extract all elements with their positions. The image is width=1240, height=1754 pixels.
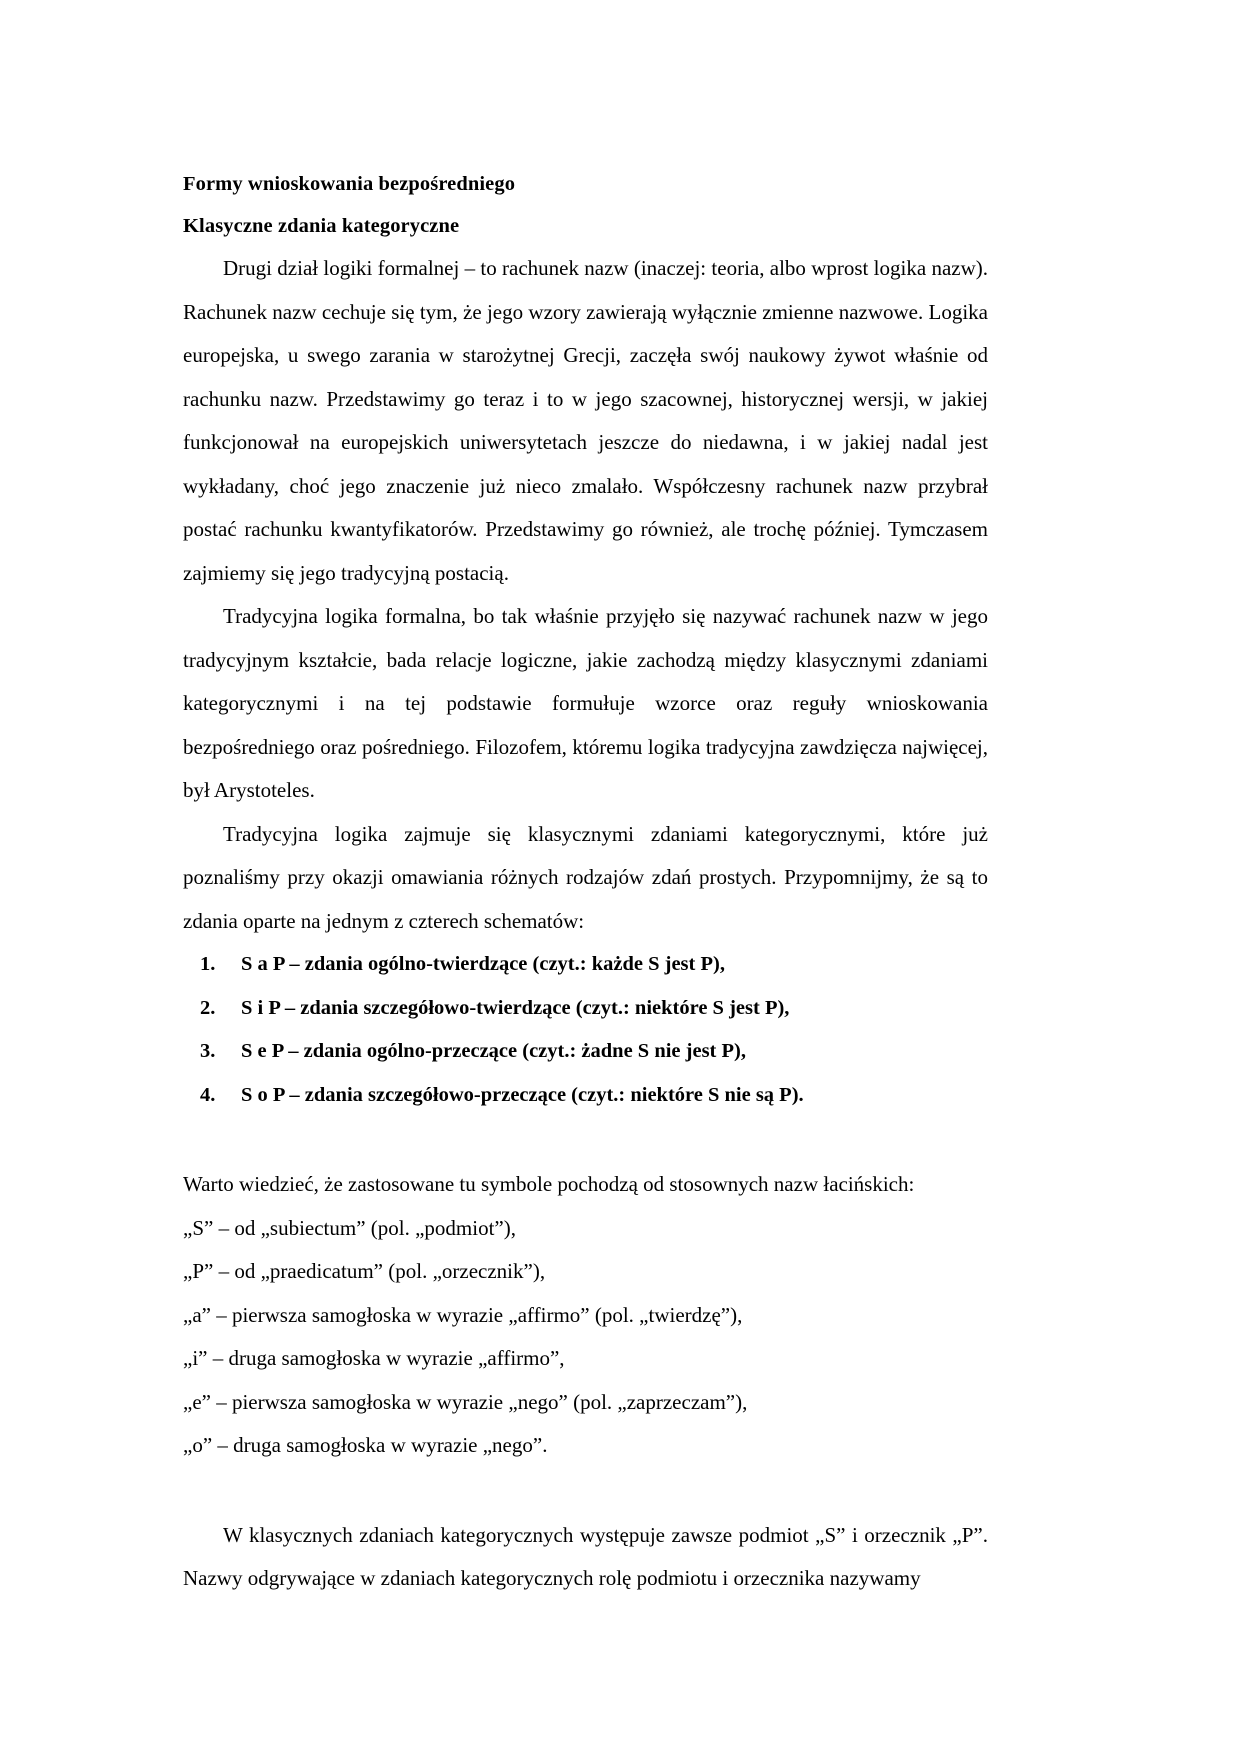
symbol-definition-o: „o” – druga samogłoska w wyrazie „nego”. [183,1433,548,1457]
paragraph-2: Tradycyjna logika formalna, bo tak właśnie przyjęło się nazywać rachunek nazw w jego tradycyjnym kształcie, bada relacje logiczne, jakie zachodzą między klasycznymi zdaniami kategorycznymi i na tej podstawie formułuje wzorce oraz reguły wnioskowania bezpośredniego oraz pośredniego. Filozofem, któremu logika tradycyjna zawdzięcza najwięcej, był Arystoteles. [183,604,988,802]
list-item-number: 4. [200,1083,216,1106]
list-item-label: S i P – zdania szczegółowo-twierdzące (czyt.: niektóre S jest P), [241,996,790,1019]
list-item [183,943,988,987]
symbol-definition-p: „P” – od „praedicatum” (pol. „orzecznik”), [183,1259,546,1283]
categorical-sentence-schemes-list [183,943,988,1117]
latin-origins-intro: Warto wiedzieć, że zastosowane tu symbole pochodzą od stosownych nazw łacińskich: [183,1172,915,1196]
list-item-label: S e P – zdania ogólno-przeczące (czyt.: żadne S nie jest P), [241,1040,746,1062]
symbol-definition-s: „S” – od „subiectum” (pol. „podmiot”), [183,1215,516,1240]
paragraph-5: W klasycznych zdaniach kategorycznych występuje zawsze podmiot „S” i orzecznik „P”. Nazwy odgrywające w zdaniach kategorycznych rolę podmiotu i orzecznika nazywamy [183,1522,988,1590]
list-item-label: S a P – zdania ogólno-twierdzące (czyt.: każde S jest P), [241,953,725,975]
spacer [183,1117,988,1163]
spacer [183,1468,988,1514]
page-content [183,163,988,1601]
symbol-definition-i: „i” – druga samogłoska w wyrazie „affirmo”, [183,1346,565,1370]
section-subtitle: Klasyczne zdania kategoryczne [183,215,460,237]
list-item [183,987,988,1031]
list-item-number: 2. [200,996,216,1019]
list-item-label: S o P – zdania szczegółowo-przeczące (czyt.: niektóre S nie są P). [241,1083,804,1106]
list-item [183,1074,988,1118]
list-item [183,1030,988,1074]
symbol-definition-a: „a” – pierwsza samogłoska w wyrazie „affirmo” (pol. „twierdzę”), [183,1302,743,1327]
paragraph-3: Tradycyjna logika zajmuje się klasycznymi zdaniami kategorycznymi, które już poznaliśmy przy okazji omawiania różnych rodzajów zdań prostych. Przypomnijmy, że są to zdania oparte na jednym z czterech schematów: [183,821,988,933]
page-title: Formy wnioskowania bezpośredniego [183,173,516,195]
symbol-definition-e: „e” – pierwsza samogłoska w wyrazie „nego” (pol. „zaprzeczam”), [183,1389,748,1414]
paragraph-1: Drugi dział logiki formalnej – to rachunek nazw (inaczej: teoria, albo wprost logika nazw). Rachunek nazw cechuje się tym, że jego wzory zawierają wyłącznie zmienne nazwowe. Logika europejska, u swego zarania w starożytnej Grecji, zaczęła swój naukowy żywot właśnie od rachunku nazw. Przedstawimy go teraz i to w jego szacownej, historycznej wersji, w jakiej funkcjonował na europejskich uniwersytetach jeszcze do niedawna, i w jakiej nadal jest wykładany, choć jego znaczenie już nieco zmalało. Współczesny rachunek nazw przybrał postać rachunku kwantyfikatorów. Przedstawimy go również, ale trochę później. Tymczasem zajmiemy się jego tradycyjną postacią. [183,256,988,585]
list-item-number: 3. [200,1040,216,1062]
list-item-number: 1. [200,953,216,975]
